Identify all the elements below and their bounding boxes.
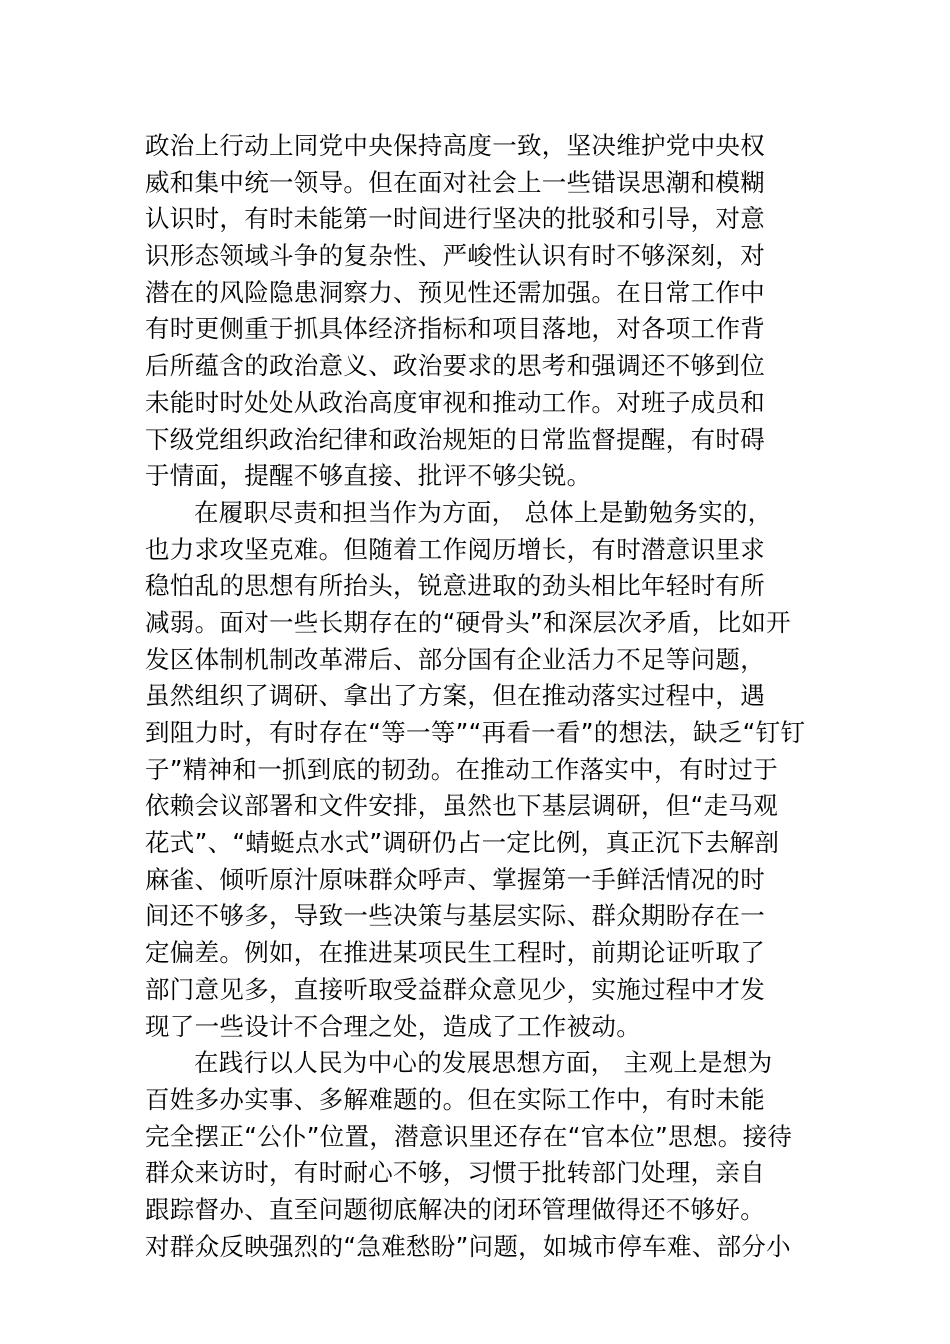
paragraph-2: [145, 495, 807, 1045]
text-line: 部门意见多，直接听取受益群众意见少，实施过程中才发: [145, 974, 765, 1004]
text-line: 后所蕴含的政治意义、政治要求的思考和强调还不够到位: [145, 351, 765, 381]
document-body: [145, 128, 807, 1265]
text-line: 现了一些设计不合理之处，造成了工作被动。: [145, 1011, 641, 1041]
text-line: 依赖会议部署和文件安排，虽然也下基层调研，但“走马观: [145, 791, 778, 821]
text-line: 威和集中统一领导。但在面对社会上一些错误思潮和模糊: [145, 167, 765, 197]
text-line: 稳怕乱的思想有所抬头，锐意进取的劲头相比年轻时有所: [145, 571, 765, 601]
paragraph-1: [145, 128, 807, 495]
text-line: 于情面，提醒不够直接、批评不够尖锐。: [145, 461, 592, 491]
text-line: 完全摆正“公仆”位置，潜意识里还存在“官本位”思想。接待: [145, 1121, 793, 1151]
text-line: 麻雀、倾听原汁原味群众呼声、掌握第一手鲜活情况的时: [145, 864, 765, 894]
text-line: 识形态领域斗争的复杂性、严峻性认识有时不够深刻，对: [145, 241, 765, 271]
text-line: 间还不够多，导致一些决策与基层实际、群众期盼存在一: [145, 901, 765, 931]
text-line: 定偏差。例如，在推进某项民生工程时，前期论证听取了: [145, 938, 765, 968]
text-line: 到阻力时，有时存在“等一等”“再看一看”的想法，缺乏“钉钉: [145, 718, 806, 747]
text-line: 认识时，有时未能第一时间进行坚决的批驳和引导，对意: [145, 204, 765, 234]
text-line: 政治上行动上同党中央保持高度一致，坚决维护党中央权: [145, 131, 765, 160]
text-line: 花式”、“蜻蜓点水式”调研仍占一定比例，真正沉下去解剖: [145, 828, 780, 858]
text-line: 百姓多办实事、多解难题的。但在实际工作中，有时未能: [145, 1084, 765, 1114]
text-line: 有时更侧重于抓具体经济指标和项目落地，对各项工作背: [145, 314, 765, 344]
text-line: 发区体制机制改革滞后、部分国有企业活力不足等问题，: [145, 644, 765, 674]
text-line: 跟踪督办、直至问题彻底解决的闭环管理做得还不够好。: [145, 1194, 765, 1224]
text-line: 子”精神和一抓到底的韧劲。在推动工作落实中，有时过于: [145, 754, 778, 784]
text-line: 下级党组织政治纪律和政治规矩的日常监督提醒，有时碍: [145, 424, 765, 454]
text-line: 潜在的风险隐患洞察力、预见性还需加强。在日常工作中: [145, 277, 765, 307]
text-line: 虽然组织了调研、拿出了方案，但在推动落实过程中，遇: [145, 681, 765, 711]
text-line: 对群众反映强烈的“急难愁盼”问题，如城市停车难、部分小: [145, 1231, 791, 1261]
paragraph-3: [145, 1045, 807, 1265]
text-line: 减弱。面对一些长期存在的“硬骨头”和深层次矛盾，比如开: [145, 607, 791, 637]
text-line: 群众来访时，有时耐心不够，习惯于批转部门处理，亲自: [145, 1158, 765, 1188]
text-line: 在履职尽责和担当作为方面， 总体上是勤勉务实的，: [194, 497, 773, 527]
text-line: 在践行以人民为中心的发展思想方面， 主观上是想为: [194, 1048, 773, 1078]
text-line: 也力求攻坚克难。但随着工作阅历增长，有时潜意识里求: [145, 534, 765, 564]
text-line: 未能时时处处从政治高度审视和推动工作。对班子成员和: [145, 387, 765, 417]
